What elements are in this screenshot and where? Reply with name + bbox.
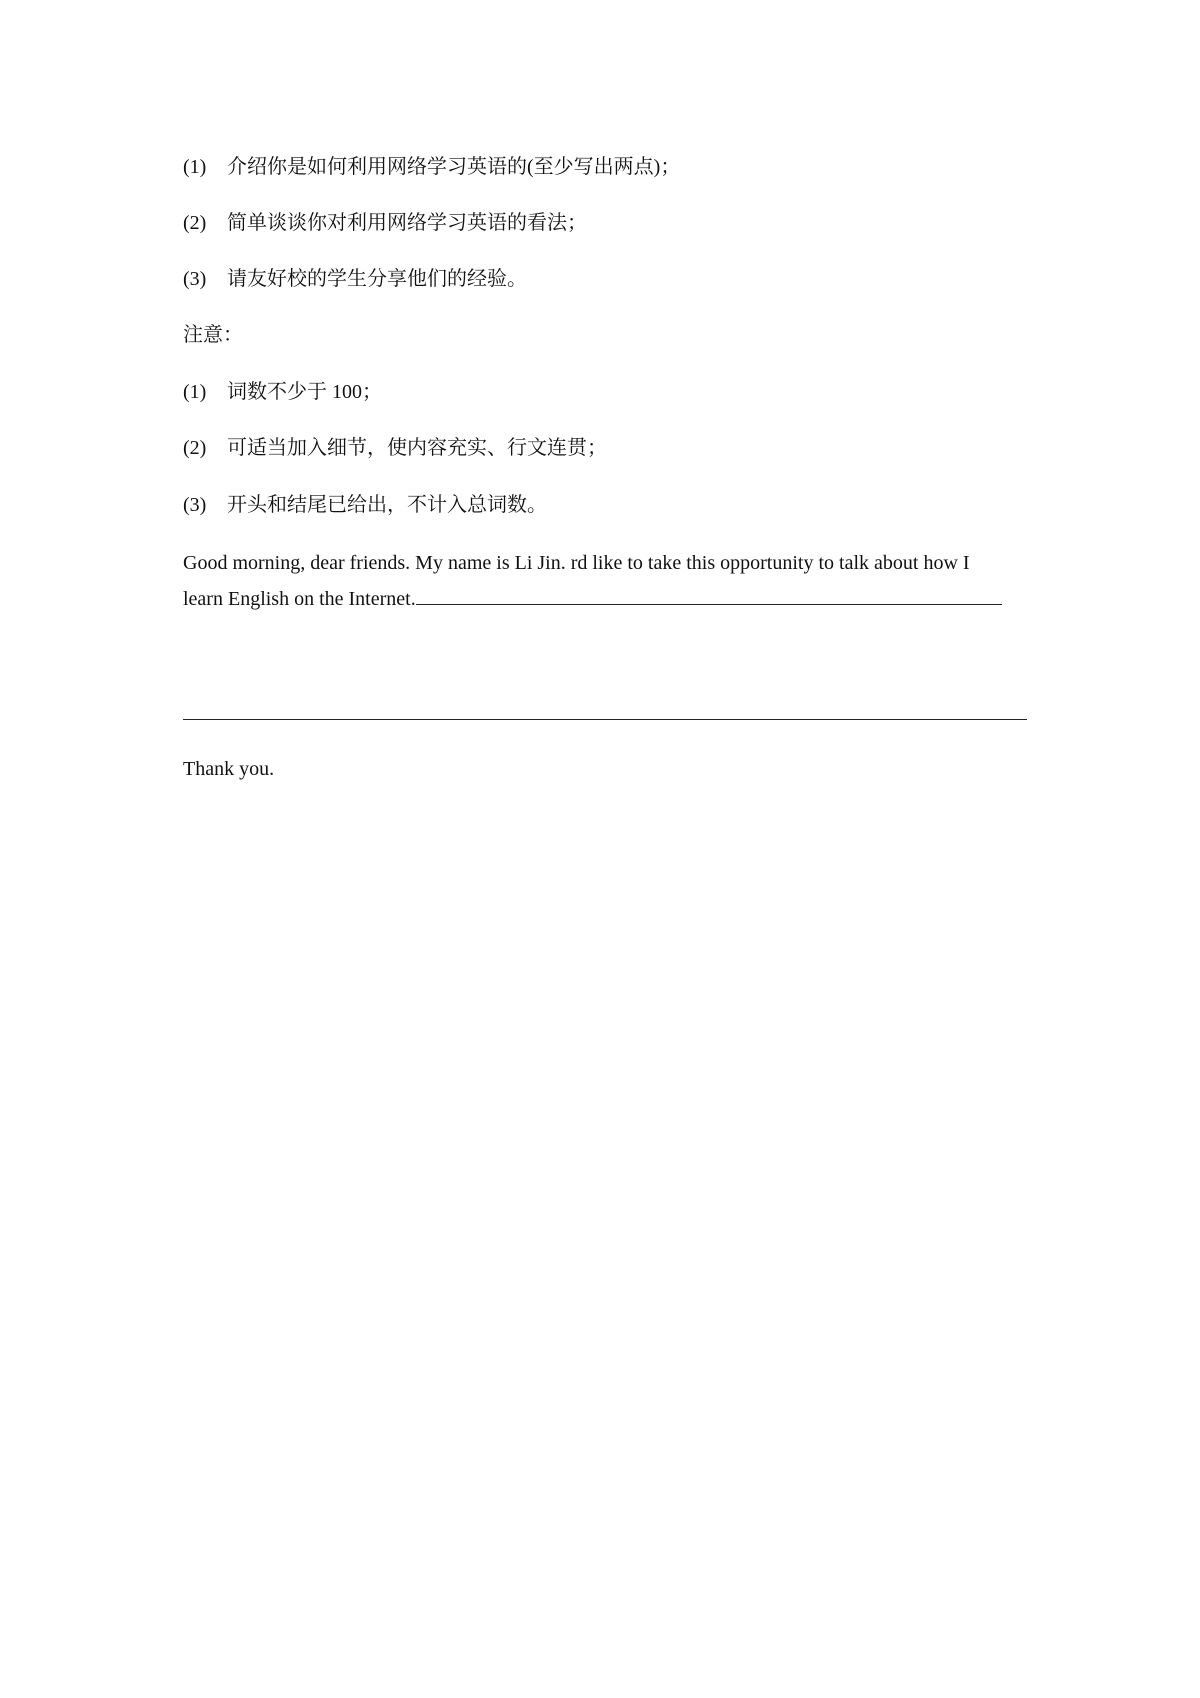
note-number: (2): [183, 437, 207, 459]
note-number: (3): [183, 494, 207, 516]
requirement-number: (3): [183, 268, 207, 290]
essay-closing: Thank you.: [183, 758, 275, 780]
requirement-item-1: [183, 155, 680, 179]
essay-opening-line-1: Good morning, dear friends. My name is Li Jin. rd like to take this opportunity to talk about how I: [183, 552, 970, 574]
answer-blank-inline[interactable]: [416, 584, 1002, 605]
requirement-text: 请友好校的学生分享他们的经验。: [227, 268, 527, 290]
note-text: 开头和结尾已给出，不计入总词数。: [227, 494, 547, 516]
requirement-item-2: [183, 211, 587, 235]
note-item-2: [183, 436, 607, 460]
requirement-text: 简单谈谈你对利用网络学习英语的看法；: [227, 212, 587, 234]
requirement-number: (2): [183, 212, 207, 234]
answer-blank-line[interactable]: [183, 719, 1027, 720]
requirement-text: 介绍你是如何利用网络学习英语的(至少写出两点)；: [227, 156, 681, 178]
notes-heading: 注意：: [183, 324, 243, 346]
essay-opening-line-2: learn English on the Internet.: [183, 588, 416, 610]
note-item-1: [183, 380, 382, 404]
essay-opening: [183, 545, 1043, 617]
note-text: 可适当加入细节，使内容充实、行文连贯；: [227, 437, 607, 459]
note-text: 词数不少于 100；: [227, 381, 382, 403]
requirement-item-3: [183, 267, 527, 291]
note-item-3: [183, 493, 547, 517]
requirement-number: (1): [183, 156, 207, 178]
note-number: (1): [183, 381, 207, 403]
